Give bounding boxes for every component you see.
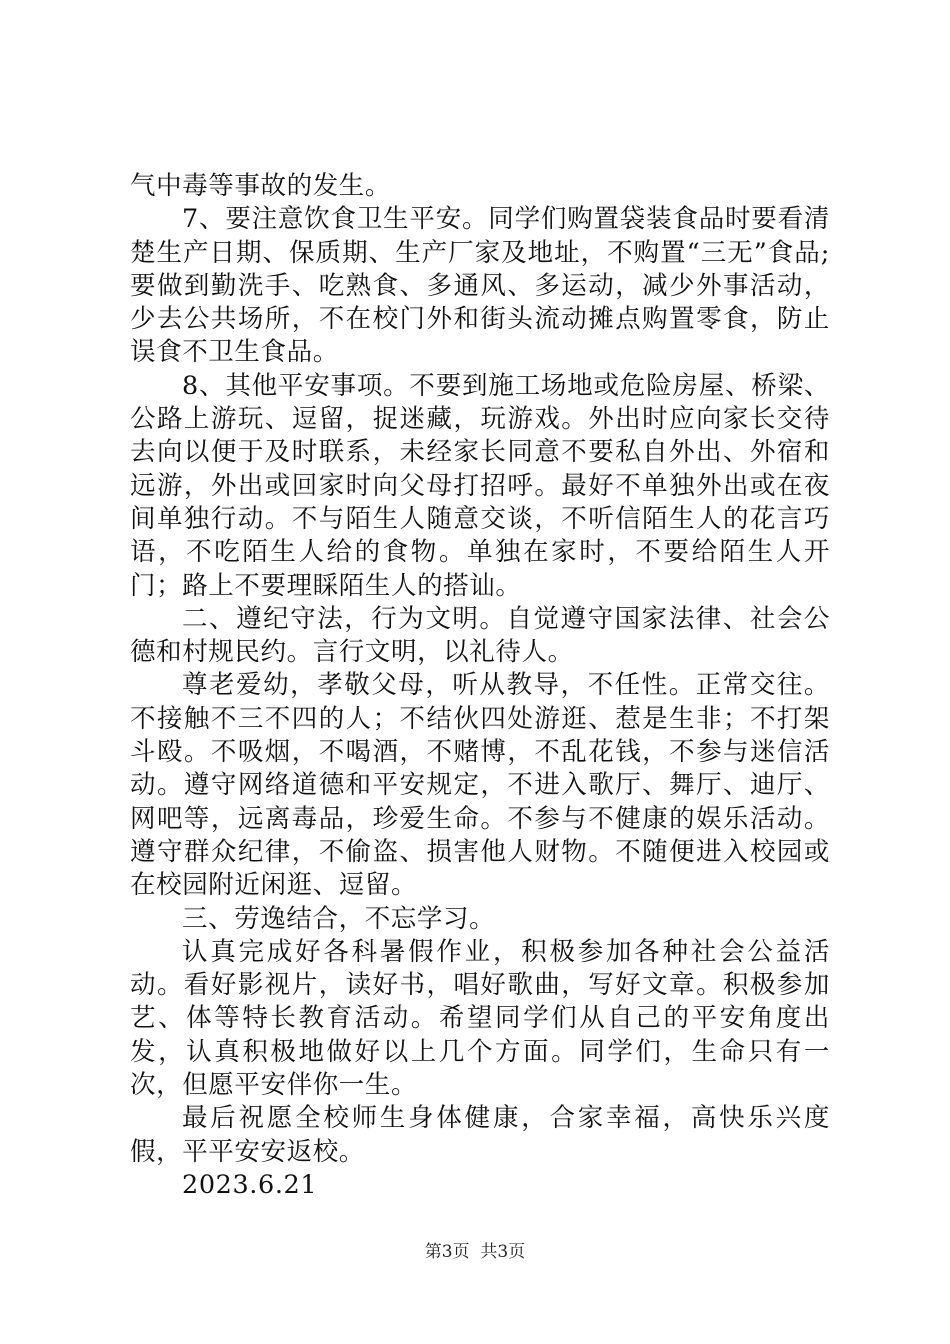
paragraph-section-3-heading: 三、劳逸结合，不忘学习。	[182, 903, 496, 934]
paragraph-item-8-other-safety: 8、其他平安事项。不要到施工场地或危险房屋、桥梁、公路上游玩、逗留，捉迷藏，玩游戏。外出时应向家长交待去向以便于及时联系，未经家长同意不要私自外出、外宿和远游，外出或回家时向父母打招呼。最好不单独外出或在夜间单独行动。不与陌生人随意交谈，不听信陌生人的花言巧语，不吃陌生人给的食物。单独在家时，不要给陌生人开门；路上不要理睬陌生人的搭讪。	[130, 370, 830, 601]
paragraph-item-7-food-safety: 7、要注意饮食卫生平安。同学们购置袋装食品时要看清楚生产日期、保质期、生产厂家及地址，不购置“三无”食品;要做到勤洗手、吃熟食、多通风、多运动，减少外事活动，少去公共场所，不在校门外和街头流动摊点购置零食，防止误食不卫生食品。	[130, 204, 830, 368]
page-footer	[0, 1241, 950, 1263]
page-number: 第3页 共3页	[424, 1242, 526, 1262]
document-date: 2023.6.21	[182, 1169, 318, 1200]
paragraph-section-2-body: 尊老爱幼，孝敬父母，听从教导，不任性。正常交往。不接触不三不四的人；不结伙四处游逛、惹是生非；不打架斗殴。不吸烟，不喝酒，不赌博，不乱花钱，不参与迷信活动。遵守网络道德和平安规定，不进入歌厅、舞厅、迪厅、网吧等，远离毒品，珍爱生命。不参与不健康的娱乐活动。遵守群众纪律，不偷盗、损害他人财物。不随便进入校园或在校园附近闲逛、逗留。	[130, 670, 830, 901]
document-body	[130, 170, 830, 1202]
paragraph-closing-wishes: 最后祝愿全校师生身体健康，合家幸福，高快乐兴度假，平平安安返校。	[130, 1103, 830, 1167]
paragraph-section-2-heading: 二、遵纪守法，行为文明。自觉遵守国家法律、社会公德和村规民约。言行文明，以礼待人。	[130, 603, 830, 668]
paragraph-continuation: 气中毒等事故的发生。	[130, 171, 392, 201]
paragraph-section-3-body: 认真完成好各科暑假作业，积极参加各种社会公益活动。看好影视片，读好书，唱好歌曲，写好文章。积极参加艺、体等特长教育活动。希望同学们从自己的平安角度出发，认真积极地做好以上几个方面。同学们，生命只有一次，但愿平安伴你一生。	[130, 936, 830, 1101]
